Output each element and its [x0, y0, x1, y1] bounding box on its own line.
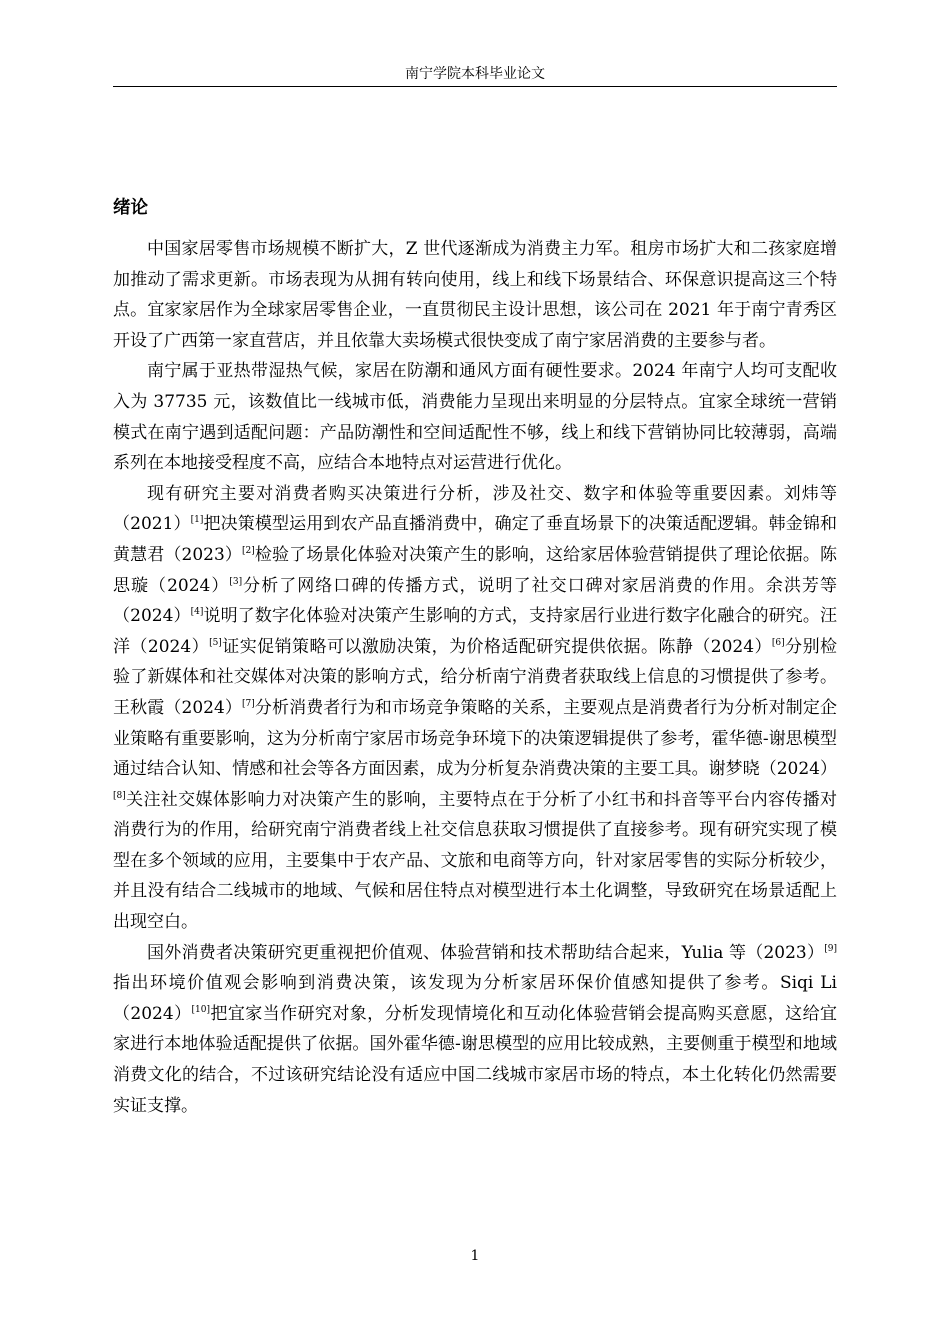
page-header: 南宁学院本科毕业论文	[405, 66, 545, 82]
body-text	[113, 234, 837, 1121]
citation-ref: [4]	[190, 607, 204, 618]
paragraph-text: 中国家居零售市场规模不断扩大，Z 世代逐渐成为消费主力军。租房市场扩大和二孩家庭增加推动了需求更新。市场表现为从拥有转向使用，线上和线下场景结合、环保意识提高这三个特点。宜家家居作为全球家居零售企业，一直贯彻民主设计思想，该公司在 2021 年于南宁青秀区开设了广西第一家直营店，并且依靠大卖场模式很快变成了南宁家居消费的主要参与者。	[113, 239, 837, 351]
paragraph-text: 南宁属于亚热带湿热气候，家居在防潮和通风方面有硬性要求。2024 年南宁人均可支配收入为 37735 元，该数值比一线城市低，消费能力呈现出来明显的分层特点。宜家全球统一营销模式在南宁遇到适配问题：产品防潮性和空间适配性不够，线上和线下营销协同比较薄弱，高端系列在本地接受程度不高，应结合本地特点对运营进行优化。	[113, 361, 837, 474]
paragraph-text: 现有研究主要对消费者购买决策进行分析，涉及社交、数字和体验等重要因素。刘炜等（2021）	[113, 483, 837, 535]
citation-ref: [6]	[771, 637, 785, 648]
paragraph-3	[113, 479, 837, 938]
paragraph-text: 证实促销策略可以激励决策，为价格适配研究提供依据。陈静（2024）	[221, 636, 772, 657]
header-rule	[113, 86, 837, 87]
paragraph-text: 指出环境价值观会影响到消费决策，该发现为分析家居环保价值感知提供了参考。Siqi Li（2024）	[113, 973, 837, 1024]
paragraph-text: 检验了场景化体验对决策产生的影响，这给家居体验营销提供了理论依据。陈思璇（2024）	[113, 544, 838, 596]
paragraph-text: 把宜家当作研究对象，分析发现情境化和互动化体验营销会提高购买意愿，这给宜家进行本地体验适配提供了依据。国外霍华德-谢思模型的应用比较成熟，主要侧重于模型和地域消费文化的结合，不过该研究结论没有适应中国二线城市家居市场的特点，本土化转化仍然需要实证支撑。	[113, 1003, 837, 1116]
citation-ref: [2]	[242, 545, 255, 556]
page-number: 1	[470, 1248, 480, 1264]
paragraph-text: 把决策模型运用到农产品直播消费中，确定了垂直场景下的决策适配逻辑。韩金锦和黄慧君（2023）	[113, 514, 837, 565]
paragraph-text: 分析了网络口碑的传播方式，说明了社交口碑对家居消费的作用。余洪芳等（2024）	[113, 575, 838, 627]
paragraph-2	[113, 356, 837, 478]
citation-ref: [7]	[242, 698, 255, 709]
citation-ref: [3]	[229, 576, 243, 587]
citation-ref: [1]	[190, 515, 204, 526]
paragraph-text: 分别检验了新媒体和社交媒体对决策的影响方式，给分析南宁消费者获取线上信息的习惯提供了参考。王秋霞（2024）	[113, 636, 838, 718]
paragraph-4	[113, 938, 837, 1122]
paragraph-1	[113, 234, 837, 356]
paragraph-text: 关注社交媒体影响力对决策产生的影响，主要特点在于分析了小红书和抖音等平台内容传播对消费行为的作用，给研究南宁消费者线上社交信息获取习惯提供了直接参考。现有研究实现了模型在多个领域的应用，主要集中于农产品、文旅和电商等方向，针对家居零售的实际分析较少，并且没有结合二线城市的地域、气候和居住特点对模型进行本土化调整，导致研究在场景适配上出现空白。	[113, 789, 837, 933]
citation-ref: [9]	[824, 943, 837, 954]
paragraph-text: 分析消费者行为和市场竞争策略的关系，主要观点是消费者行为分析对制定企业策略有重要影响，这为分析南宁家居市场竞争环境下的决策逻辑提供了参考，霍华德-谢思模型通过结合认知、情感和社会等各方面因素，成为分析复杂消费决策的主要工具。谢梦晓（2024）	[113, 697, 838, 780]
citation-ref: [5]	[209, 637, 222, 648]
citation-ref: [8]	[113, 790, 126, 801]
paragraph-text: 国外消费者决策研究更重视把价值观、体验营销和技术帮助结合起来，Yulia 等（2023）	[147, 942, 825, 963]
section-title: 绪论	[113, 198, 148, 218]
paragraph-text: 说明了数字化体验对决策产生影响的方式，支持家居行业进行数字化融合的研究。汪洋（2024）	[113, 606, 837, 657]
citation-ref: [10]	[191, 1004, 210, 1015]
